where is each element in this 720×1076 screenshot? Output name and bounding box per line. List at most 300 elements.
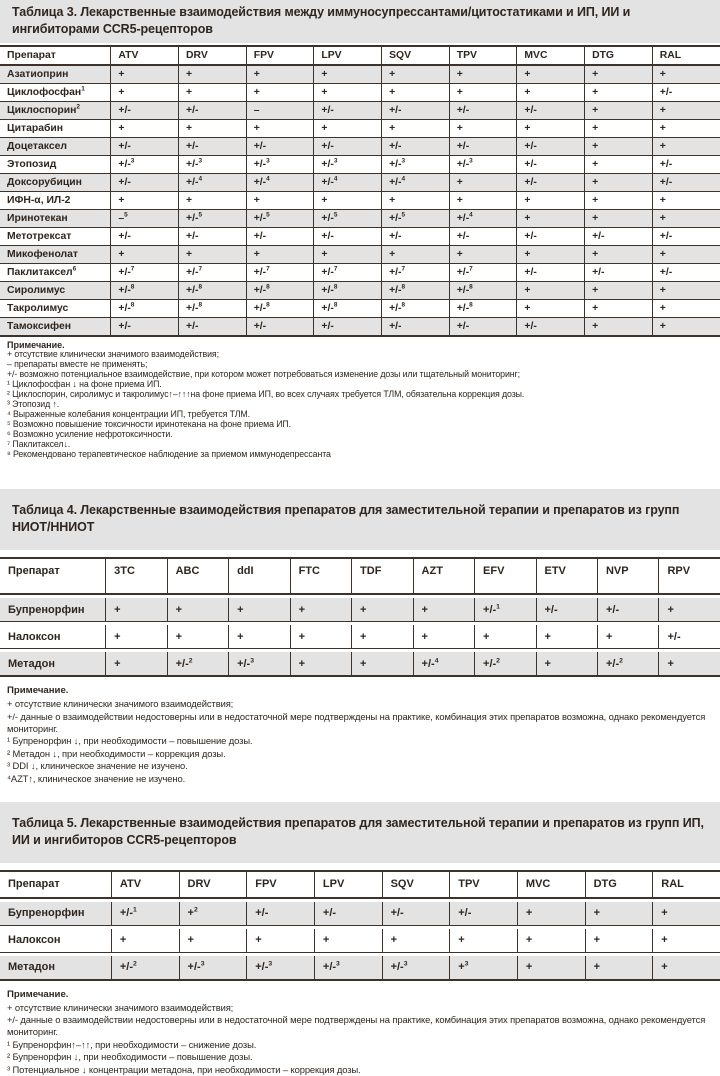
interaction-cell: + [449,929,517,953]
column-header-drug: Препарат [0,46,111,65]
interaction-cell: + [652,318,720,337]
column-header-drug: Препарат [0,870,111,899]
table-row [0,902,720,926]
table-3-interactions [0,45,720,337]
interaction-cell: +/-$^8$ [179,300,247,318]
interaction-cell: + [179,192,247,210]
interaction-cell: + [585,192,653,210]
column-header: FPV [246,46,314,65]
interaction-cell: +/- [449,102,517,120]
column-header: TPV [449,46,517,65]
table-row [0,282,720,300]
table-row [0,264,720,282]
interaction-cell: +/-$^4$ [382,174,450,192]
interaction-cell: + [246,192,314,210]
interaction-cell: + [111,246,179,264]
interaction-cell: + [111,65,179,84]
interaction-cell: + [449,174,517,192]
interaction-cell: +/-$^1$ [474,598,535,622]
interaction-cell: + [111,84,179,102]
column-header: DRV [179,46,247,65]
column-header: TDF [351,557,412,595]
interaction-cell: +/-$^3$ [246,156,314,174]
row-label: ИФН-α, ИЛ-2 [0,192,111,210]
column-header: AZT [413,557,474,595]
interaction-cell: + [585,929,653,953]
interaction-cell: +/-$^4$ [179,174,247,192]
table-5-section [0,802,720,1076]
interaction-cell: + [658,598,720,622]
column-header-drug: Препарат [0,557,105,595]
column-header: 3TC [105,557,166,595]
interaction-cell: +/- [449,228,517,246]
row-label: Метотрексат [0,228,111,246]
interaction-cell: + [382,246,450,264]
interaction-cell: + [351,625,412,649]
interaction-cell: +/-$^8$ [449,282,517,300]
note-line: ⁸ Рекомендовано терапевтическое наблюдение за приемом иммунодепрессанта [7,448,331,459]
interaction-cell: +/- [517,318,585,337]
interaction-cell: + [290,652,351,677]
interaction-cell: +/-$^8$ [111,282,179,300]
column-header: ddI [228,557,289,595]
table-row [0,156,720,174]
table-row [0,65,720,84]
column-header: DTG [585,870,653,899]
interaction-cell: +/- [246,138,314,156]
interaction-cell: + [585,65,653,84]
interaction-cell: + [585,138,653,156]
interaction-cell: +/- [517,264,585,282]
table-row [0,929,720,953]
row-label: Этопозид [0,156,111,174]
note-line: ⁶ Возможно усиление нефротоксичности. [7,428,173,439]
interaction-cell: + [517,956,585,981]
note-line: ⁴ Выраженные колебания концентрации ИП, требуется ТЛМ. [7,408,251,419]
interaction-cell: + [652,192,720,210]
note-line: +/- данные о взаимодействии недостоверны или в недостаточной мере подтверждены на практике, комбинация этих препаратов возможна, однако рекомендуется мониторинг. [7,1014,706,1038]
interaction-cell: +/- [517,138,585,156]
interaction-cell: +/- [179,102,247,120]
interaction-cell: + [314,84,382,102]
interaction-cell: +/- [314,102,382,120]
interaction-cell: + [536,652,597,677]
table-row [0,652,720,677]
interaction-cell: +/- [314,138,382,156]
interaction-cell: +/- [517,102,585,120]
notes-heading: Примечание. [7,988,69,1000]
interaction-cell: +/-$^3$ [111,156,179,174]
interaction-cell: + [449,120,517,138]
interaction-cell: +$^3$ [449,956,517,981]
interaction-cell: + [351,652,412,677]
interaction-cell: +/-$^3$ [382,156,450,174]
table-row [0,138,720,156]
interaction-cell: + [351,598,412,622]
interaction-cell: +/- [111,102,179,120]
interaction-cell: + [585,84,653,102]
interaction-cell: + [314,929,382,953]
interaction-cell: +/- [246,318,314,337]
interaction-cell: + [585,174,653,192]
interaction-cell: + [585,246,653,264]
interaction-cell: –$^5$ [111,210,179,228]
interaction-cell: +/-$^2$ [597,652,658,677]
interaction-cell: +/-$^7$ [314,264,382,282]
interaction-cell: + [413,598,474,622]
interaction-cell: +/- [652,84,720,102]
interaction-cell: +/-$^2$ [111,956,179,981]
column-header: RPV [658,557,720,595]
interaction-cell: + [517,300,585,318]
interaction-cell: +/-$^3$ [246,956,314,981]
interaction-cell: + [105,598,166,622]
note-line: ¹ Бупренорфин ↓, при необходимости – повышение дозы. [7,735,253,747]
table-row [0,625,720,649]
interaction-cell: +/- [585,228,653,246]
table-row [0,210,720,228]
row-label: Иринотекан [0,210,111,228]
note-line: ⁷ Паклитаксел↓. [7,438,71,449]
note-line: ⁵ Возможно повышение токсичности иринотекана на фоне приема ИП. [7,418,292,429]
column-header: SQV [382,870,450,899]
column-header: FTC [290,557,351,595]
notes-heading: Примечание. [7,685,69,697]
table-4-notes [0,680,720,785]
row-label: Паклитаксел$^6$ [0,264,111,282]
interaction-cell: +/-$^4$ [413,652,474,677]
interaction-cell: + [290,625,351,649]
note-line: + отсутствие клинически значимого взаимодействия; [7,698,234,710]
interaction-cell: + [179,246,247,264]
interaction-cell: + [246,929,314,953]
interaction-cell: + [585,156,653,174]
row-label: Доцетаксел [0,138,111,156]
note-line: + отсутствие клинически значимого взаимодействия; [7,1001,234,1013]
interaction-cell: +/-$^8$ [449,300,517,318]
table-5-interactions [0,867,720,984]
interaction-cell: +/-$^5$ [179,210,247,228]
interaction-cell: +/- [246,228,314,246]
note-line: +/- данные о взаимодействии недостоверны или в недостаточной мере подтверждены на практике, комбинация этих препаратов возможна, однако рекомендуется мониторинг. [7,710,706,734]
interaction-cell: + [314,246,382,264]
row-label: Циклофосфан$^1$ [0,84,111,102]
header-row [0,557,720,595]
interaction-cell: +/- [652,174,720,192]
column-header: EFV [474,557,535,595]
interaction-cell: +/- [652,264,720,282]
interaction-cell: +/-$^3$ [179,156,247,174]
note-line: ³ Этопозид ↑. [7,398,60,409]
interaction-cell: +/- [382,228,450,246]
table-row [0,102,720,120]
interaction-cell: + [179,65,247,84]
interaction-cell: +/-$^5$ [382,210,450,228]
table-row [0,228,720,246]
note-line: ⁴AZT↑, клиническое значение не изучено. [7,772,186,784]
table-5-title: Таблица 5. Лекарственные взаимодействия препаратов для заместительной терапии и препаратов из групп ИП, ИИ и ингибиторов CCR5-рецепторов [0,802,720,863]
interaction-cell: + [652,282,720,300]
interaction-cell: + [314,120,382,138]
table-row [0,120,720,138]
interaction-cell: +/- [449,902,517,926]
note-line: +/- возможно потенциальное взаимодействие, при котором может потребоваться изменение дозы или тщательный мониторинг; [7,369,521,380]
column-header: ATV [111,46,179,65]
interaction-cell: + [449,246,517,264]
interaction-cell: +/-$^4$ [449,210,517,228]
interaction-cell: + [652,956,720,981]
interaction-cell: + [413,625,474,649]
interaction-cell: + [111,192,179,210]
interaction-cell: +/- [382,318,450,337]
interaction-cell: +/-$^2$ [167,652,228,677]
note-line: ³ Потенциальное ↓ концентрации метадона, при необходимости – коррекция дозы. [7,1063,361,1075]
table-row [0,956,720,981]
interaction-cell: +/- [382,902,450,926]
interaction-cell: + [167,625,228,649]
interaction-cell: +/- [111,174,179,192]
interaction-cell: + [517,902,585,926]
interaction-cell: + [382,192,450,210]
interaction-cell: +/-$^8$ [111,300,179,318]
interaction-cell: +/- [111,138,179,156]
interaction-cell: +/-$^8$ [314,300,382,318]
table-row [0,318,720,337]
interaction-cell: +/- [179,228,247,246]
table-4-title: Таблица 4. Лекарственные взаимодействия препаратов для заместительной терапии и препаратов из групп НИОТ/ННИОТ [0,489,720,550]
interaction-cell: + [449,192,517,210]
interaction-cell: + [314,65,382,84]
column-header: RAL [652,870,720,899]
interaction-cell: + [517,120,585,138]
interaction-cell: +/-$^4$ [246,174,314,192]
note-line: + отсутствие клинически значимого взаимодействия; [7,349,219,360]
column-header: RAL [652,46,720,65]
interaction-cell: +/-$^1$ [111,902,179,926]
interaction-cell: +/- [658,625,720,649]
interaction-cell: + [111,929,179,953]
table-3-title: Таблица 3. Лекарственные взаимодействия между иммуносупрессантами/цитостатиками и ИП, ИИ и ингибиторами CCR5-рецепторов [0,0,720,43]
table-3-notes [0,337,720,459]
interaction-cell: +/- [382,138,450,156]
table-row [0,598,720,622]
interaction-cell: + [111,120,179,138]
interaction-cell: + [585,902,653,926]
interaction-cell: + [652,902,720,926]
notes-heading: Примечание. [7,340,65,350]
row-label: Метадон [0,956,111,981]
interaction-cell: + [449,84,517,102]
table-row [0,84,720,102]
interaction-cell: + [585,300,653,318]
column-header: TPV [449,870,517,899]
column-header: FPV [246,870,314,899]
interaction-cell: + [179,120,247,138]
interaction-cell: +/- [585,264,653,282]
interaction-cell: +/-$^8$ [314,282,382,300]
interaction-cell: +/- [111,228,179,246]
row-label: Метадон [0,652,105,677]
interaction-cell: +/- [314,228,382,246]
interaction-cell: + [246,120,314,138]
row-label: Азатиоприн [0,65,111,84]
interaction-cell: + [652,246,720,264]
table-row [0,300,720,318]
interaction-cell: +/-$^7$ [449,264,517,282]
interaction-cell: +/- [382,102,450,120]
interaction-cell: + [517,84,585,102]
interaction-cell: + [246,84,314,102]
interaction-cell: +/- [179,318,247,337]
column-header: ATV [111,870,179,899]
interaction-cell: + [105,625,166,649]
note-line: ² Циклоспорин, сиролимус и такролимус↑–↑↑↑на фоне приема ИП, во всех случаях требуется ТЛМ, обязательна коррекция дозы. [7,388,525,399]
interaction-cell: + [585,102,653,120]
interaction-cell: + [228,598,289,622]
header-row [0,870,720,899]
interaction-cell: + [382,84,450,102]
interaction-cell: +/- [536,598,597,622]
interaction-cell: +/-$^7$ [179,264,247,282]
interaction-cell: +/-$^8$ [382,282,450,300]
column-header: LPV [314,46,382,65]
interaction-cell: + [517,65,585,84]
interaction-cell: + [474,625,535,649]
interaction-cell: + [246,65,314,84]
interaction-cell: +/- [517,156,585,174]
interaction-cell: +/-$^3$ [382,956,450,981]
note-line: ² Метадон ↓, при необходимости – коррекция дозы. [7,747,226,759]
interaction-cell: +/- [517,174,585,192]
interaction-cell: +/-$^7$ [111,264,179,282]
note-line: ² Бупренорфин ↓, при необходимости – повышение дозы. [7,1051,253,1063]
interaction-cell: + [652,120,720,138]
row-label: Доксорубицин [0,174,111,192]
interaction-cell: +/- [517,228,585,246]
interaction-cell: + [382,65,450,84]
table-row [0,246,720,264]
interaction-cell: + [585,120,653,138]
row-label: Тамоксифен [0,318,111,337]
note-line: ¹ Циклофосфан ↓ на фоне приема ИП. [7,378,162,389]
column-header: SQV [382,46,450,65]
interaction-cell: + [517,929,585,953]
table-3-section [0,0,720,459]
row-label: Циклоспорин$^2$ [0,102,111,120]
table-row [0,174,720,192]
column-header: DRV [179,870,247,899]
interaction-cell: +/-$^2$ [474,652,535,677]
interaction-cell: + [585,956,653,981]
interaction-cell: + [585,282,653,300]
interaction-cell: + [246,246,314,264]
row-label: Микофенолат [0,246,111,264]
interaction-cell: + [179,84,247,102]
interaction-cell: + [228,625,289,649]
table-4-interactions [0,554,720,680]
interaction-cell: +/- [597,598,658,622]
interaction-cell: + [597,625,658,649]
interaction-cell: +/- [449,318,517,337]
interaction-cell: + [314,192,382,210]
interaction-cell: +/- [179,138,247,156]
column-header: MVC [517,46,585,65]
interaction-cell: +/-$^7$ [382,264,450,282]
interaction-cell: + [585,318,653,337]
interaction-cell: + [652,102,720,120]
table-row [0,192,720,210]
interaction-cell: +/-$^8$ [246,282,314,300]
interaction-cell: +/- [246,902,314,926]
interaction-cell: +/- [314,318,382,337]
interaction-cell: +/- [111,318,179,337]
interaction-cell: +/- [314,902,382,926]
column-header: ETV [536,557,597,595]
interaction-cell: +/-$^3$ [228,652,289,677]
table-5-notes [0,984,720,1076]
row-label: Налоксон [0,625,105,649]
interaction-cell: + [652,929,720,953]
interaction-cell: +/- [449,138,517,156]
interaction-cell: + [652,65,720,84]
interaction-cell: + [382,929,450,953]
interaction-cell: +/- [652,228,720,246]
column-header: ABC [167,557,228,595]
row-label: Сиролимус [0,282,111,300]
interaction-cell: + [290,598,351,622]
column-header: DTG [585,46,653,65]
interaction-cell: +/-$^3$ [449,156,517,174]
table-4-section [0,489,720,785]
interaction-cell: + [179,929,247,953]
interaction-cell: +/-$^5$ [314,210,382,228]
column-header: MVC [517,870,585,899]
note-line: – препараты вместе не применять; [7,359,148,370]
interaction-cell: +$^2$ [179,902,247,926]
interaction-cell: +/-$^8$ [179,282,247,300]
row-label: Бупренорфин [0,598,105,622]
interaction-cell: +/-$^3$ [314,156,382,174]
interaction-cell: +/-$^4$ [314,174,382,192]
interaction-cell: +/-$^3$ [314,956,382,981]
interaction-cell: +/-$^7$ [246,264,314,282]
row-label: Такролимус [0,300,111,318]
header-row [0,46,720,65]
row-label: Бупренорфин [0,902,111,926]
interaction-cell: + [105,652,166,677]
interaction-cell: +/-$^3$ [179,956,247,981]
interaction-cell: + [652,210,720,228]
row-label: Цитарабин [0,120,111,138]
interaction-cell: + [652,138,720,156]
interaction-cell: +/-$^8$ [382,300,450,318]
interaction-cell: + [517,282,585,300]
interaction-cell: + [585,210,653,228]
column-header: NVP [597,557,658,595]
interaction-cell: +/- [652,156,720,174]
interaction-cell: + [517,210,585,228]
interaction-cell: – [246,102,314,120]
column-header: LPV [314,870,382,899]
interaction-cell: + [658,652,720,677]
note-line: ³ DDI ↓, клиническое значение не изучено. [7,760,188,772]
interaction-cell: + [449,65,517,84]
interaction-cell: + [652,300,720,318]
interaction-cell: +/-$^5$ [246,210,314,228]
interaction-cell: +/-$^8$ [246,300,314,318]
interaction-cell: + [517,246,585,264]
interaction-cell: + [382,120,450,138]
